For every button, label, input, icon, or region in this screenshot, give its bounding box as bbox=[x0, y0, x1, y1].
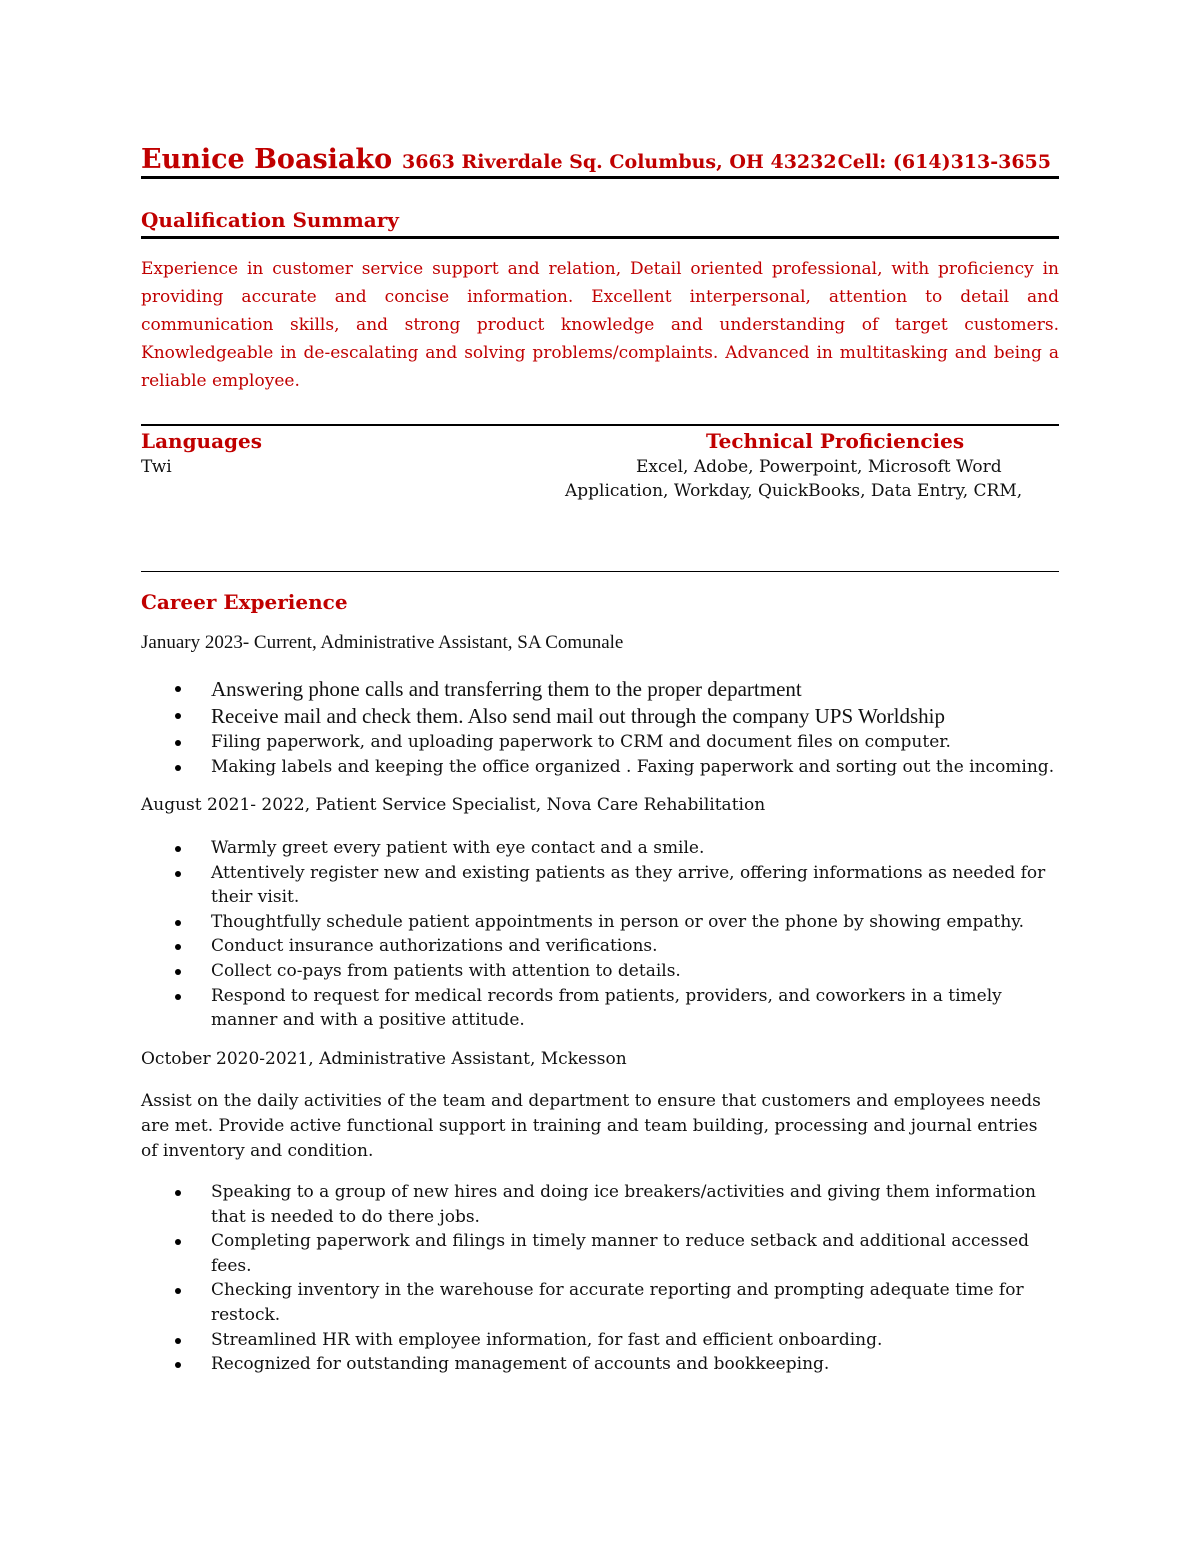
list-item: Collect co-pays from patients with attention to details. bbox=[141, 959, 1059, 984]
job-bullets bbox=[141, 676, 1059, 779]
list-item: Conduct insurance authorizations and verifications. bbox=[141, 934, 1059, 959]
list-item: Streamlined HR with employee information, for fast and efficient onboarding. bbox=[141, 1328, 1059, 1353]
list-item: Filing paperwork, and uploading paperwork to CRM and document files on computer. bbox=[141, 730, 1059, 755]
candidate-phone: Cell: (614)313-3655 bbox=[837, 151, 1051, 173]
career-title: Career Experience bbox=[141, 590, 348, 614]
list-item: Recognized for outstanding management of accounts and bookkeeping. bbox=[141, 1352, 1059, 1377]
job-heading: January 2023- Current, Administrative Assistant, SA Comunale bbox=[141, 632, 624, 653]
job-heading: August 2021- 2022, Patient Service Specialist, Nova Care Rehabilitation bbox=[141, 795, 766, 815]
list-item: Respond to request for medical records from patients, providers, and coworkers in a timely manner and with a positive attitude. bbox=[141, 984, 1059, 1033]
languages-value: Twi bbox=[141, 457, 172, 477]
job-bullets bbox=[141, 1180, 1059, 1377]
career-divider bbox=[141, 571, 1059, 572]
candidate-address: 3663 Riverdale Sq. Columbus, OH 43232 bbox=[402, 151, 837, 173]
list-item: Checking inventory in the warehouse for accurate reporting and prompting adequate time for restock. bbox=[141, 1278, 1059, 1327]
skills-divider bbox=[141, 424, 1059, 426]
technical-line-1: Excel, Adobe, Powerpoint, Microsoft Word bbox=[636, 457, 1002, 477]
list-item: Thoughtfully schedule patient appointments in person or over the phone by showing empathy. bbox=[141, 910, 1059, 935]
list-item: Making labels and keeping the office organized . Faxing paperwork and sorting out the incoming. bbox=[141, 755, 1059, 780]
job-description: Assist on the daily activities of the team and department to ensure that customers and employees needs are met. Provide active functional support in training and team building, processing and journal entries of inventory and condition. bbox=[141, 1091, 1041, 1161]
qualification-title: Qualification Summary bbox=[141, 208, 399, 232]
candidate-name: Eunice Boasiako bbox=[141, 144, 393, 175]
list-item: Warmly greet every patient with eye contact and a smile. bbox=[141, 836, 1059, 861]
list-item: Attentively register new and existing patients as they arrive, offering informations as needed for their visit. bbox=[141, 861, 1059, 910]
list-item: Receive mail and check them. Also send mail out through the company UPS Worldship bbox=[141, 703, 1059, 730]
technical-title: Technical Proficiencies bbox=[706, 429, 965, 453]
technical-line-2: Application, Workday, QuickBooks, Data Entry, CRM, bbox=[565, 481, 1023, 501]
list-item: Speaking to a group of new hires and doing ice breakers/activities and giving them information that is needed to do there jobs. bbox=[141, 1180, 1059, 1229]
job-bullets bbox=[141, 836, 1059, 1033]
list-item: Answering phone calls and transferring them to the proper department bbox=[141, 676, 1059, 703]
resume-header bbox=[141, 142, 1059, 179]
list-item: Completing paperwork and filings in timely manner to reduce setback and additional accessed fees. bbox=[141, 1229, 1059, 1278]
qualification-text: Experience in customer service support and relation, Detail oriented professional, with proficiency in providing accurate and concise information. Excellent interpersonal, attention to detail and communication skills, and strong product knowledge and understanding of target customers. Knowledgeable in de-escalating and solving problems/complaints. Advanced in multitasking and being a reliable employee. bbox=[141, 259, 1059, 391]
languages-title: Languages bbox=[141, 429, 263, 453]
job-heading: October 2020-2021, Administrative Assistant, Mckesson bbox=[141, 1049, 627, 1069]
qualification-divider bbox=[141, 236, 1059, 239]
